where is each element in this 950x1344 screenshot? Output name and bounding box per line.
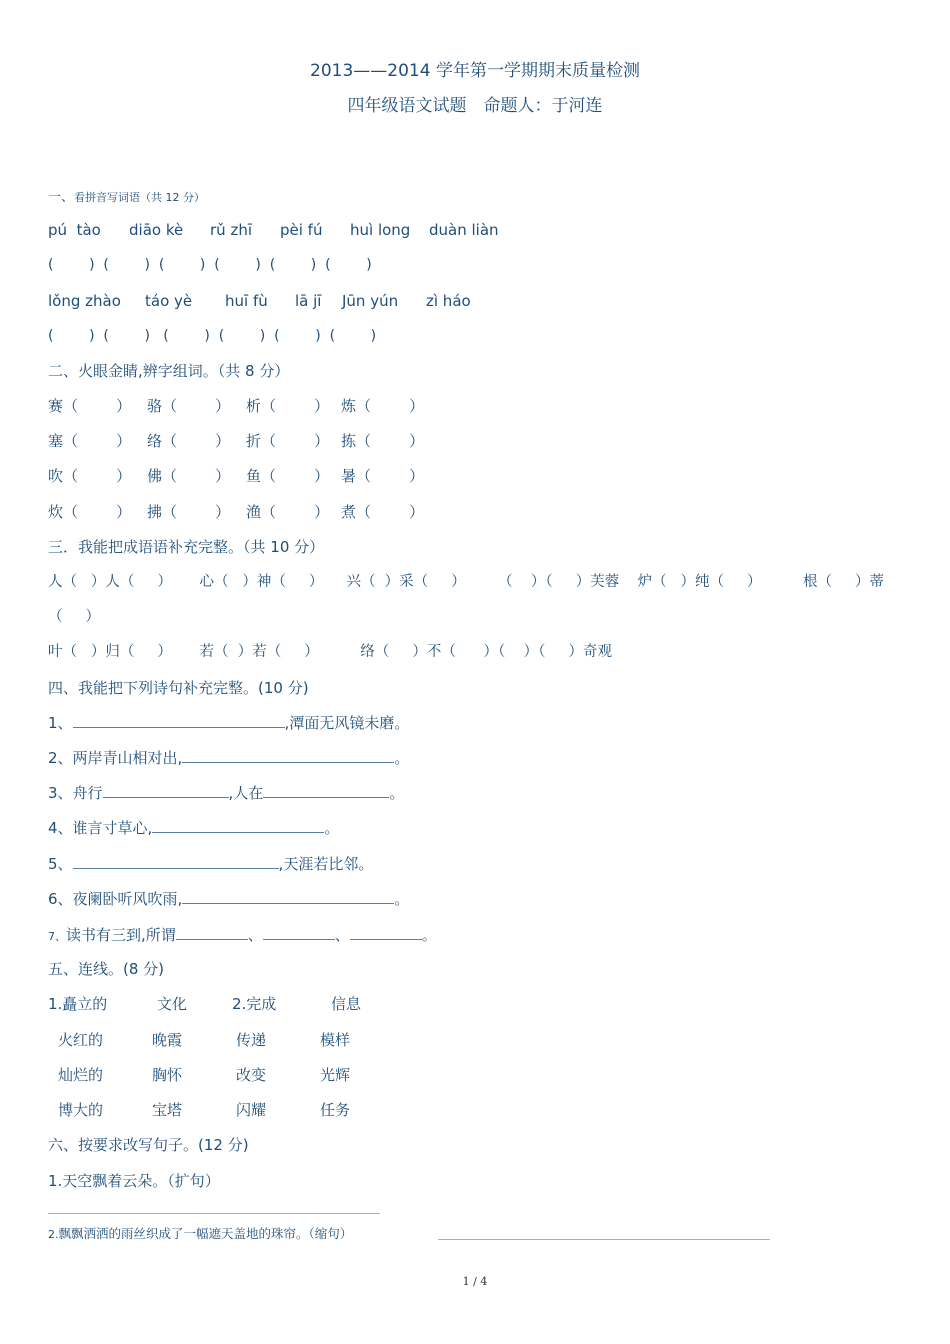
match-item: 光辉 — [320, 1066, 351, 1084]
section-1-title — [48, 186, 205, 208]
fill-blank[interactable] — [182, 748, 394, 763]
rewrite-question-1: 1.天空飘着云朵。（扩句） — [48, 1172, 220, 1190]
pinyin-item: huì long — [350, 221, 411, 239]
poem-text: 。 — [394, 890, 410, 908]
section-5-title: 五、连线。(8 分) — [48, 960, 165, 978]
answer-brackets-row-1: ( ) ( ) ( ) ( ) ( ) ( ) — [48, 257, 372, 273]
exam-title: 2013——2014 学年第一学期期末质量检测 — [310, 61, 640, 81]
question-number: 2. — [48, 1228, 59, 1241]
pinyin-item: lǒng zhào — [48, 292, 121, 310]
poem-line-2 — [48, 748, 409, 768]
poem-text: 读书有三到,所谓 — [66, 926, 176, 944]
fill-blank[interactable] — [350, 925, 422, 940]
match-item: 灿烂的 — [58, 1066, 104, 1084]
poem-line-4 — [48, 818, 339, 838]
pinyin-item: pú tào — [48, 221, 101, 239]
rewrite-question-2 — [48, 1224, 352, 1245]
char-item: 析（ ） — [246, 397, 330, 415]
answer-brackets-row-2: ( ) ( ) ( ) ( ) ( ) ( ) — [48, 328, 377, 344]
char-item: 塞（ ） — [48, 432, 132, 450]
match-item: 晚霞 — [152, 1031, 183, 1049]
poem-text: 。 — [324, 819, 340, 837]
fill-blank[interactable] — [73, 854, 279, 869]
fill-blank[interactable] — [73, 713, 285, 728]
fill-blank[interactable] — [263, 925, 335, 940]
fill-blank[interactable] — [103, 783, 229, 798]
question-text: 飘飘洒洒的雨丝织成了一幅遮天盖地的珠帘。（缩句） — [58, 1226, 353, 1241]
poem-text: 3、舟行 — [48, 784, 103, 802]
char-item: 佛（ ） — [147, 467, 231, 485]
answer-line[interactable] — [438, 1239, 770, 1240]
poem-text: ,潭面无风镜未磨。 — [284, 714, 410, 732]
pinyin-item: rǔ zhī — [210, 221, 252, 239]
section-2-title: 二、火眼金睛,辨字组词。（共 8 分） — [48, 362, 290, 380]
poem-text: 5、 — [48, 855, 73, 873]
poem-text: 4、谁言寸草心, — [48, 819, 153, 837]
poem-text: 1、 — [48, 714, 73, 732]
pinyin-item: huī fù — [225, 292, 268, 310]
fill-blank[interactable] — [263, 783, 389, 798]
char-item: 煮（ ） — [341, 503, 425, 521]
poem-text: ,天涯若比邻。 — [278, 855, 374, 873]
pinyin-item: duàn liàn — [429, 221, 499, 239]
match-item: 博大的 — [58, 1101, 104, 1119]
fill-blank[interactable] — [182, 889, 394, 904]
poem-text: 、 — [247, 926, 263, 944]
pinyin-item: táo yè — [145, 292, 193, 310]
match-item: 信息 — [331, 995, 362, 1013]
char-item: 鱼（ ） — [246, 467, 330, 485]
exam-subtitle: 四年级语文试题 命题人：于河连 — [347, 96, 603, 116]
match-item: 改变 — [236, 1066, 267, 1084]
char-item: 炊（ ） — [48, 503, 132, 521]
pinyin-item: pèi fú — [280, 221, 323, 239]
poem-line-7 — [48, 925, 437, 947]
poem-text: 、 — [334, 926, 350, 944]
pinyin-item: zì háo — [426, 292, 471, 310]
match-item: 任务 — [320, 1101, 351, 1119]
match-item: 火红的 — [58, 1031, 104, 1049]
poem-text: 。 — [421, 926, 437, 944]
match-item: 胸怀 — [152, 1066, 183, 1084]
match-item: 2.完成 — [232, 995, 277, 1013]
idiom-row-1: 人（ ）人（ ） 心（ ）神（ ） 兴（ ）采（ ） （ ）（ ）芙蓉 炉（ ）纯（ ） 根（ ）蒂 — [48, 574, 885, 590]
char-item: 渔（ ） — [246, 503, 330, 521]
poem-text: 2、两岸青山相对出, — [48, 749, 183, 767]
fill-blank[interactable] — [152, 818, 324, 833]
section-4-title: 四、我能把下列诗句补充完整。(10 分) — [48, 679, 309, 697]
pinyin-item: Jūn yún — [342, 292, 399, 310]
match-item: 1.矗立的 — [48, 995, 108, 1013]
char-item: 折（ ） — [246, 432, 330, 450]
match-item: 宝塔 — [152, 1101, 183, 1119]
poem-text: 。 — [389, 784, 405, 802]
section-1-number: 一、 — [48, 190, 75, 205]
fill-blank[interactable] — [176, 925, 248, 940]
match-item: 闪耀 — [236, 1101, 267, 1119]
char-item: 吹（ ） — [48, 467, 132, 485]
idiom-row-1-wrap: （ ） — [48, 609, 101, 625]
poem-line-5 — [48, 854, 373, 874]
section-3-title: 三．我能把成语语补充完整。（共 10 分） — [48, 538, 325, 556]
poem-text: 6、夜阑卧听风吹雨, — [48, 890, 183, 908]
poem-number: 7、 — [48, 930, 66, 943]
match-item: 传递 — [236, 1031, 267, 1049]
char-item: 络（ ） — [147, 432, 231, 450]
char-item: 暑（ ） — [341, 467, 425, 485]
page-number: 1 / 4 — [462, 1275, 488, 1288]
poem-line-6 — [48, 889, 409, 909]
poem-line-3 — [48, 783, 404, 803]
poem-text: 。 — [394, 749, 410, 767]
answer-line[interactable] — [48, 1213, 380, 1214]
pinyin-item: diāo kè — [129, 221, 184, 239]
section-6-title: 六、按要求改写句子。(12 分) — [48, 1136, 249, 1154]
char-item: 赛（ ） — [48, 397, 132, 415]
idiom-row-2: 叶（ ）归（ ） 若（ ）若（ ） 络（ ）不（ ）（ ）（ ）奇观 — [48, 644, 612, 660]
match-item: 文化 — [157, 995, 188, 1013]
match-item: 模样 — [320, 1031, 351, 1049]
char-item: 拣（ ） — [341, 432, 425, 450]
char-item: 骆（ ） — [147, 397, 231, 415]
char-item: 拂（ ） — [147, 503, 231, 521]
pinyin-item: lā jī — [295, 292, 322, 310]
poem-text: ,人在 — [228, 784, 264, 802]
char-item: 炼（ ） — [341, 397, 425, 415]
poem-line-1 — [48, 713, 409, 733]
section-1-title-text: 看拼音写词语（共 12 分） — [74, 191, 206, 204]
